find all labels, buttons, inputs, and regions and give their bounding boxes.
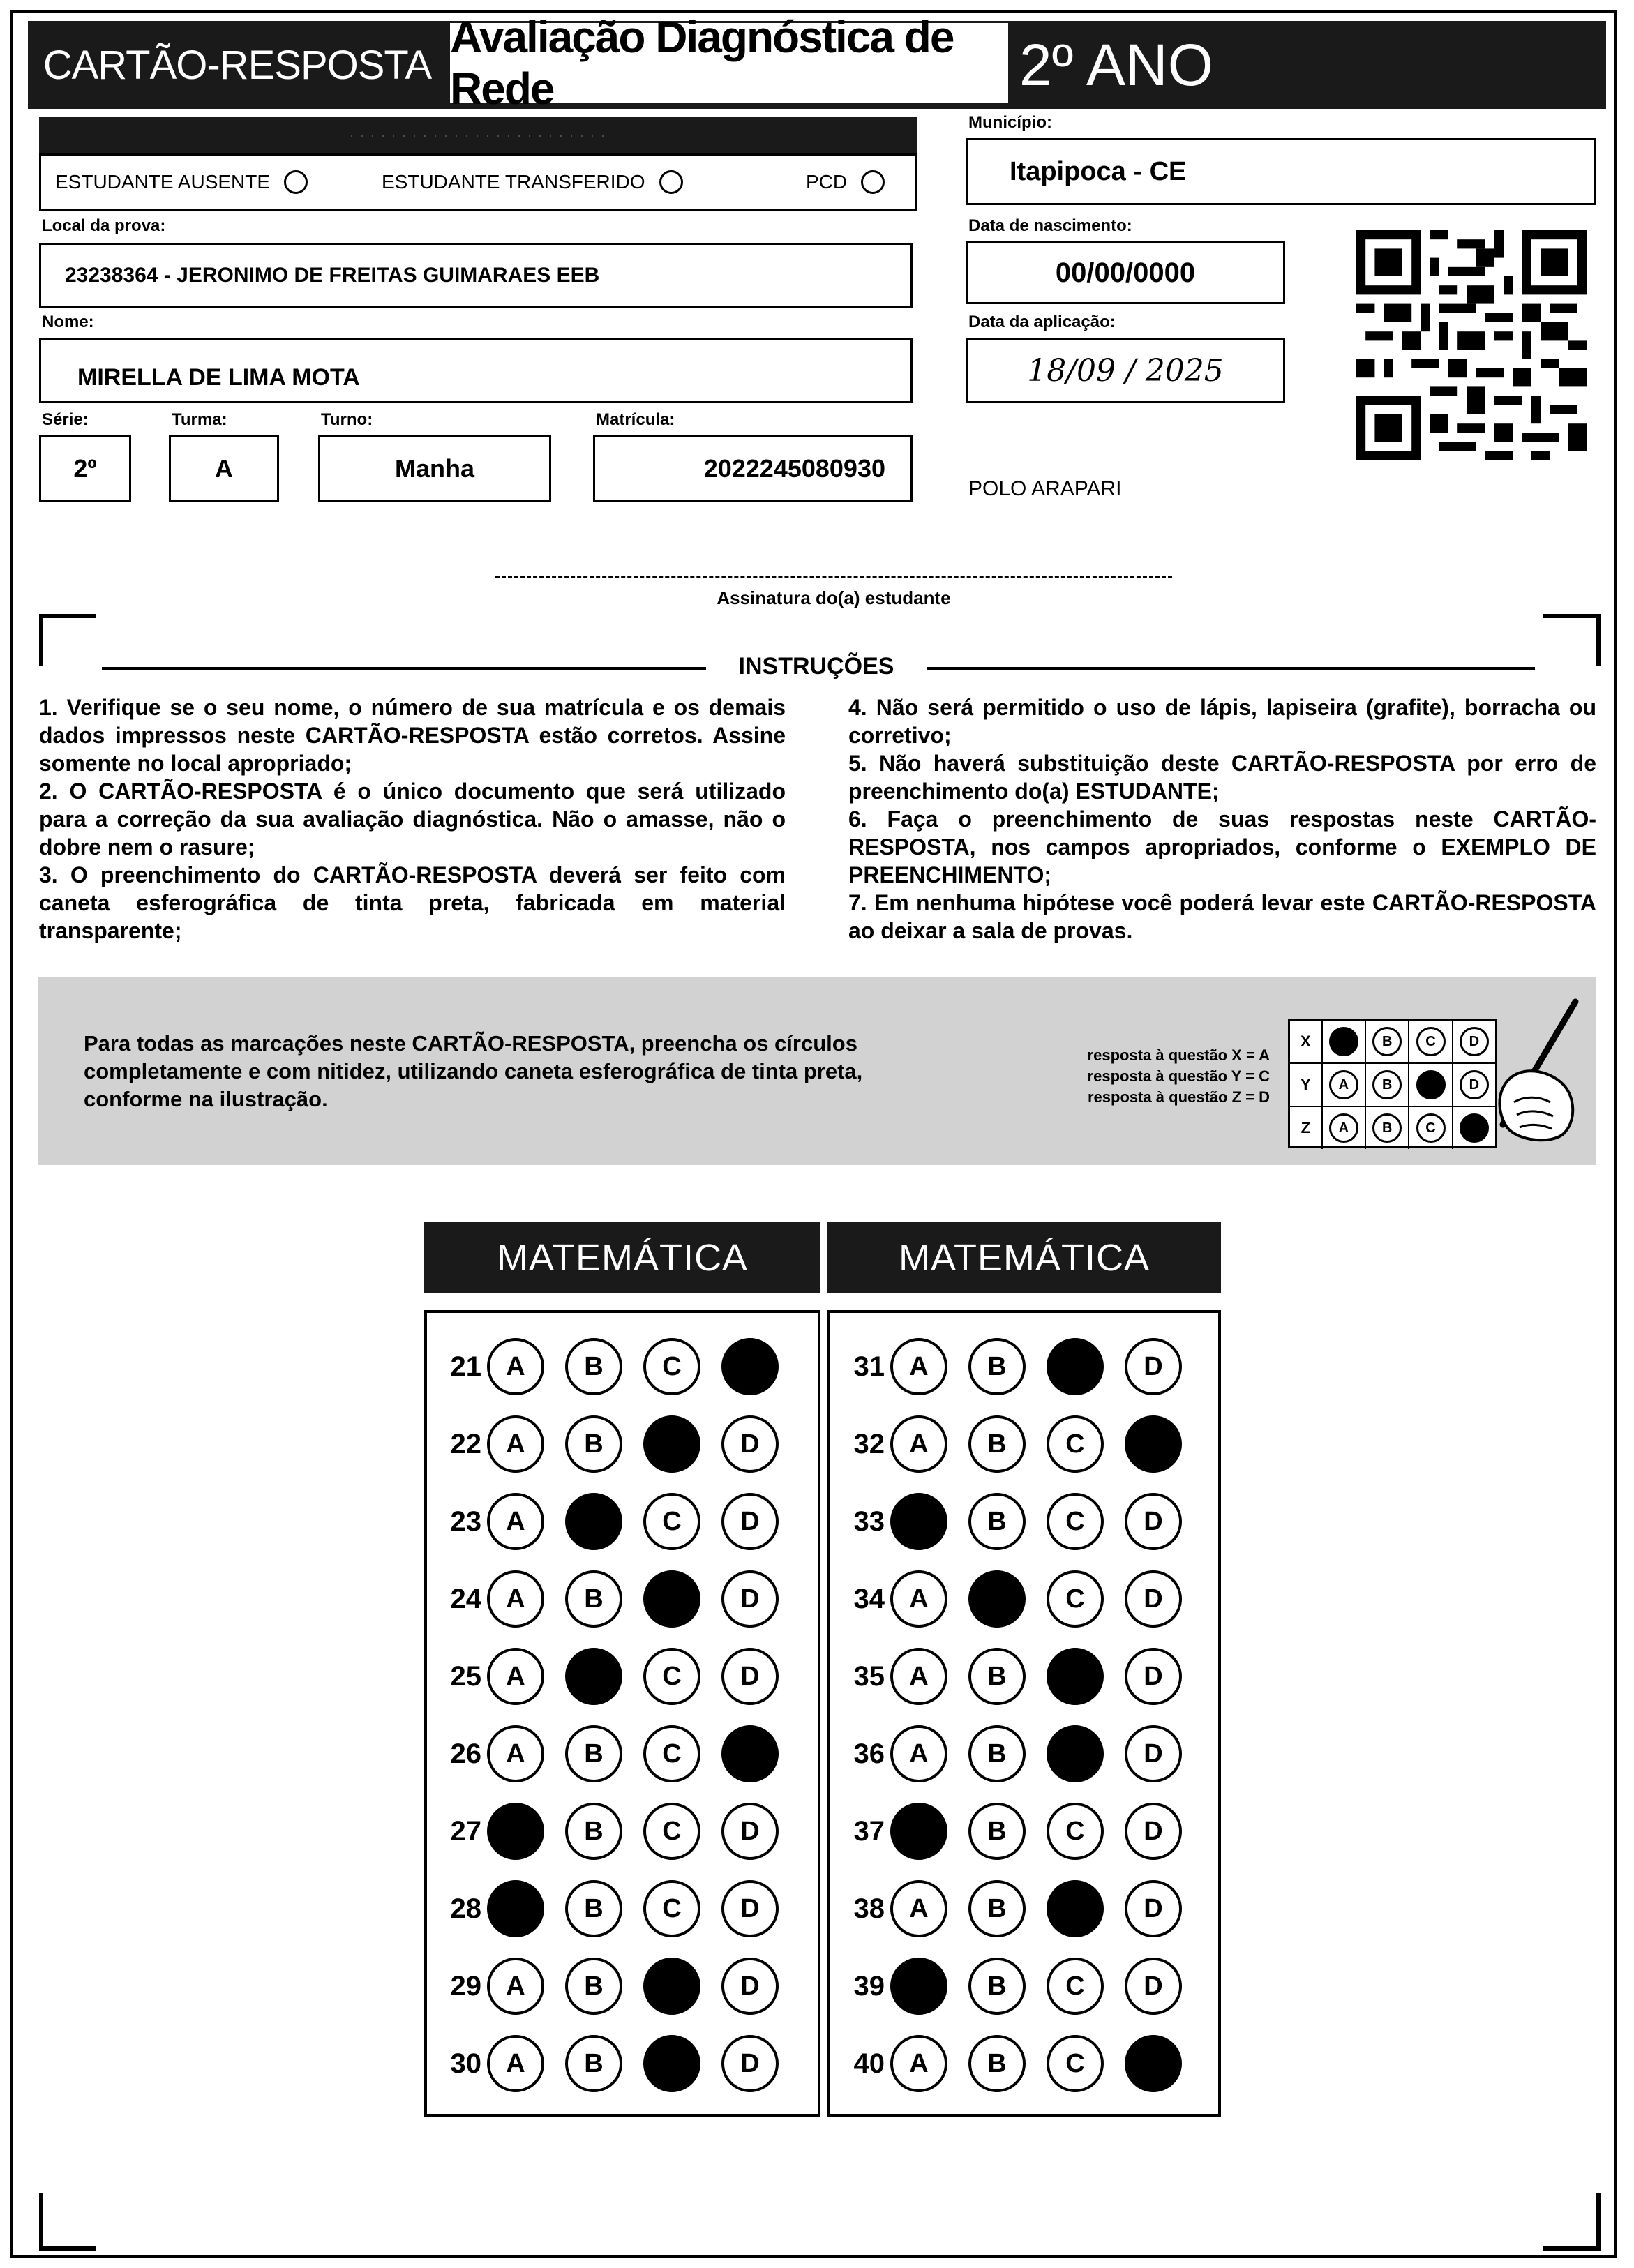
answer-bubble-d[interactable]: D bbox=[1125, 1338, 1182, 1395]
pcd-label: PCD bbox=[806, 171, 848, 193]
answer-bubble-d[interactable] bbox=[1125, 2035, 1182, 2092]
example-bubble: B bbox=[1372, 1070, 1402, 1099]
hand-with-pen-icon bbox=[1486, 998, 1584, 1144]
answer-bubble-d[interactable]: D bbox=[721, 1803, 779, 1860]
question-row bbox=[434, 2035, 800, 2092]
instructions-left-column bbox=[39, 693, 786, 945]
instruction-item: 1. Verifique se o seu nome, o número de sua matrícula e os demais dados impressos neste CARTÃO-RESPOSTA estão corretos. Assine somente no local apropriado; bbox=[39, 695, 786, 776]
answer-bubble-c[interactable]: C bbox=[1047, 1415, 1104, 1473]
question-row bbox=[434, 1648, 800, 1705]
example-cell bbox=[1409, 1021, 1453, 1062]
answer-bubble-b[interactable]: B bbox=[565, 1803, 622, 1860]
answer-bubble-c[interactable]: C bbox=[643, 1648, 700, 1705]
question-number: 32 bbox=[853, 1428, 885, 1459]
example-row bbox=[1290, 1064, 1495, 1107]
question-number: 36 bbox=[853, 1738, 885, 1769]
answer-bubble-d[interactable]: D bbox=[1125, 1803, 1182, 1860]
example-cell bbox=[1366, 1021, 1409, 1062]
serie-label: Série: bbox=[42, 410, 89, 429]
corner-mark-top-right bbox=[1543, 614, 1601, 666]
question-number: 26 bbox=[450, 1738, 481, 1769]
question-row bbox=[837, 1880, 1203, 1937]
answer-bubble-b[interactable]: B bbox=[968, 1803, 1026, 1860]
name-field bbox=[39, 338, 913, 403]
turma-field bbox=[169, 435, 279, 502]
example-row bbox=[1290, 1021, 1495, 1064]
question-number: 37 bbox=[853, 1815, 885, 1847]
answer-bubble-b[interactable]: B bbox=[968, 1415, 1026, 1473]
answer-grid-1 bbox=[424, 1310, 820, 2117]
answer-bubble-d[interactable] bbox=[721, 1338, 779, 1395]
example-row-key: Z bbox=[1290, 1107, 1323, 1149]
question-row bbox=[837, 1958, 1203, 2015]
answer-bubble-a[interactable]: A bbox=[487, 1648, 544, 1705]
instructions-right-column bbox=[848, 693, 1596, 945]
transferred-radio[interactable] bbox=[659, 170, 683, 194]
turno-label: Turno: bbox=[321, 410, 373, 429]
instruction-item: 6. Faça o preenchimento de suas respostas neste CARTÃO-RESPOSTA, nos campos apropriados, conforme o EXEMPLO DE PREENCHIMENTO; bbox=[848, 806, 1596, 887]
matricula-label: Matrícula: bbox=[596, 410, 675, 429]
serie-value: 2º bbox=[73, 454, 97, 483]
answer-bubble-a[interactable]: A bbox=[890, 1338, 947, 1395]
question-number: 30 bbox=[450, 2048, 481, 2079]
answer-bubble-b[interactable]: B bbox=[968, 2035, 1026, 2092]
question-row bbox=[837, 1725, 1203, 1782]
question-number: 40 bbox=[853, 2048, 885, 2079]
aplicacao-value: 18/09 / 2025 bbox=[1027, 352, 1224, 389]
answer-bubble-a[interactable]: A bbox=[890, 1648, 947, 1705]
question-number: 31 bbox=[853, 1351, 885, 1382]
answer-bubble-b[interactable]: B bbox=[968, 1338, 1026, 1395]
answer-bubble-a[interactable] bbox=[890, 1493, 947, 1550]
answer-bubble-b[interactable] bbox=[565, 1648, 622, 1705]
answer-bubble-c[interactable] bbox=[1047, 1338, 1104, 1395]
name-label: Nome: bbox=[42, 313, 94, 331]
aplicacao-label: Data da aplicação: bbox=[968, 313, 1116, 331]
example-cell bbox=[1409, 1064, 1453, 1106]
absent-option[interactable] bbox=[55, 170, 308, 194]
question-number: 24 bbox=[450, 1583, 481, 1614]
absent-radio[interactable] bbox=[284, 170, 308, 194]
answer-bubble-d[interactable]: D bbox=[1125, 1880, 1182, 1937]
question-number: 25 bbox=[450, 1660, 481, 1692]
question-row bbox=[837, 1570, 1203, 1628]
answer-bubble-c[interactable]: C bbox=[1047, 1958, 1104, 2015]
answer-bubble-a[interactable] bbox=[890, 1803, 947, 1860]
answer-bubble-a[interactable]: A bbox=[487, 1958, 544, 2015]
transferred-option[interactable] bbox=[382, 170, 683, 194]
example-bubble: A bbox=[1329, 1070, 1358, 1099]
instruction-item: 4. Não será permitido o uso de lápis, lapiseira (grafite), borracha ou corretivo; bbox=[848, 695, 1596, 748]
nascimento-label: Data de nascimento: bbox=[968, 216, 1132, 235]
example-bubble: D bbox=[1460, 1070, 1489, 1099]
answer-bubble-b[interactable]: B bbox=[565, 2035, 622, 2092]
answer-bubble-a[interactable]: A bbox=[890, 1570, 947, 1628]
local-label: Local da prova: bbox=[42, 216, 166, 235]
example-cell bbox=[1323, 1021, 1366, 1062]
example-bubble bbox=[1460, 1113, 1489, 1143]
local-value: 23238364 - JERONIMO DE FREITAS GUIMARAES EEB bbox=[65, 264, 600, 287]
question-row bbox=[837, 1338, 1203, 1395]
answer-bubble-a[interactable]: A bbox=[487, 1570, 544, 1628]
answer-bubble-b[interactable]: B bbox=[565, 1338, 622, 1395]
question-number: 28 bbox=[450, 1893, 481, 1924]
answer-bubble-a[interactable]: A bbox=[890, 2035, 947, 2092]
answer-bubble-d[interactable]: D bbox=[1125, 1570, 1182, 1628]
turno-value: Manha bbox=[394, 454, 474, 483]
instructions-rule-right bbox=[927, 667, 1535, 670]
answer-bubble-c[interactable]: C bbox=[643, 1725, 700, 1782]
answer-bubble-d[interactable]: D bbox=[721, 1880, 779, 1937]
polo-label: POLO ARAPARI bbox=[968, 477, 1122, 500]
answer-bubble-b[interactable]: B bbox=[968, 1493, 1026, 1550]
absent-label: ESTUDANTE AUSENTE bbox=[55, 171, 271, 193]
answer-bubble-c[interactable]: C bbox=[643, 1493, 700, 1550]
example-row bbox=[1290, 1107, 1495, 1149]
instructions-rule-left bbox=[102, 667, 706, 670]
municipio-value: Itapipoca - CE bbox=[1010, 156, 1187, 186]
answer-bubble-d[interactable]: D bbox=[1125, 1725, 1182, 1782]
status-strip-text: · · · · · · · · · · · · · · · · · · · · · · · · · bbox=[350, 128, 606, 142]
card-title: CARTÃO-RESPOSTA bbox=[43, 42, 432, 88]
answer-bubble-d[interactable]: D bbox=[721, 1570, 779, 1628]
question-row bbox=[434, 1415, 800, 1473]
answer-bubble-a[interactable]: A bbox=[487, 1338, 544, 1395]
answer-bubble-c[interactable] bbox=[643, 1958, 700, 2015]
answer-bubble-c[interactable]: C bbox=[1047, 1803, 1104, 1860]
answer-bubble-c[interactable]: C bbox=[643, 1803, 700, 1860]
turma-value: A bbox=[215, 454, 233, 483]
question-row bbox=[837, 1648, 1203, 1705]
example-instruction: Para todas as marcações neste CARTÃO-RESPOSTA, preencha os círculos completamente e com nitidez, utilizando caneta esferográfica de tinta preta, conforme na ilustração. bbox=[84, 1031, 863, 1111]
transferred-label: ESTUDANTE TRANSFERIDO bbox=[382, 171, 645, 193]
example-bubble: A bbox=[1329, 1113, 1358, 1143]
answer-bubble-b[interactable]: B bbox=[565, 1880, 622, 1937]
instruction-item: 2. O CARTÃO-RESPOSTA é o único documento que será utilizado para a correção da sua avaliação diagnóstica. Não o amasse, não o dobre nem o rasure; bbox=[39, 779, 786, 859]
answer-bubble-b[interactable]: B bbox=[565, 1725, 622, 1782]
local-field bbox=[39, 243, 913, 308]
question-row bbox=[434, 1958, 800, 2015]
question-number: 27 bbox=[450, 1815, 481, 1847]
answer-bubble-a[interactable]: A bbox=[890, 1415, 947, 1473]
answer-bubble-a[interactable] bbox=[890, 1958, 947, 2015]
signature-line[interactable] bbox=[495, 576, 1172, 578]
answer-bubble-a[interactable]: A bbox=[487, 1415, 544, 1473]
example-cell bbox=[1366, 1107, 1409, 1149]
answer-bubble-b[interactable] bbox=[565, 1493, 622, 1550]
answer-bubble-b[interactable]: B bbox=[968, 1958, 1026, 2015]
answer-bubble-a[interactable] bbox=[487, 1880, 544, 1937]
question-row bbox=[837, 1415, 1203, 1473]
corner-mark-bottom-left bbox=[39, 2193, 96, 2251]
pcd-radio[interactable] bbox=[861, 170, 885, 194]
answer-bubble-c[interactable] bbox=[643, 1415, 700, 1473]
assessment-title: Avaliação Diagnóstica de Rede bbox=[448, 21, 1010, 105]
answer-bubble-d[interactable] bbox=[1125, 1415, 1182, 1473]
example-legend bbox=[1005, 1045, 1270, 1108]
grade-label: 2º ANO bbox=[1019, 31, 1214, 98]
example-row-key: Y bbox=[1290, 1064, 1323, 1106]
question-row bbox=[434, 1725, 800, 1782]
answer-bubble-d[interactable]: D bbox=[721, 1493, 779, 1550]
example-row-key: X bbox=[1290, 1021, 1323, 1062]
question-row bbox=[434, 1880, 800, 1937]
question-row bbox=[434, 1803, 800, 1860]
answer-bubble-d[interactable]: D bbox=[1125, 1958, 1182, 2015]
matricula-value: 2022245080930 bbox=[703, 454, 885, 483]
qr-code bbox=[1351, 230, 1592, 460]
example-bubble: C bbox=[1416, 1027, 1446, 1056]
question-number: 22 bbox=[450, 1428, 481, 1459]
question-row bbox=[837, 2035, 1203, 2092]
answer-bubble-c[interactable] bbox=[1047, 1725, 1104, 1782]
pcd-option[interactable] bbox=[806, 170, 885, 194]
answer-bubble-c[interactable]: C bbox=[1047, 2035, 1104, 2092]
example-bubble: D bbox=[1460, 1027, 1489, 1056]
answer-bubble-b[interactable]: B bbox=[565, 1415, 622, 1473]
aplicacao-field[interactable] bbox=[966, 338, 1285, 403]
legend-item: resposta à questão Z = D bbox=[1087, 1088, 1270, 1106]
answer-bubble-c[interactable] bbox=[1047, 1648, 1104, 1705]
question-row bbox=[434, 1493, 800, 1550]
subject-header-2: MATEMÁTICA bbox=[827, 1222, 1221, 1293]
serie-field bbox=[39, 435, 131, 502]
answer-bubble-c[interactable] bbox=[1047, 1880, 1104, 1937]
municipio-field bbox=[966, 138, 1596, 205]
answer-bubble-a[interactable]: A bbox=[487, 2035, 544, 2092]
answer-bubble-c[interactable]: C bbox=[1047, 1493, 1104, 1550]
nascimento-field bbox=[966, 241, 1285, 304]
instructions-title: INSTRUÇÕES bbox=[738, 653, 894, 679]
legend-item: resposta à questão Y = C bbox=[1087, 1067, 1270, 1085]
turma-label: Turma: bbox=[172, 410, 227, 429]
question-row bbox=[434, 1570, 800, 1628]
subject-header-1: MATEMÁTICA bbox=[424, 1222, 820, 1293]
legend-item: resposta à questão X = A bbox=[1087, 1046, 1270, 1064]
example-grid bbox=[1288, 1019, 1497, 1148]
question-number: 21 bbox=[450, 1351, 481, 1382]
answer-grid-2 bbox=[827, 1310, 1221, 2117]
instruction-item: 3. O preenchimento do CARTÃO-RESPOSTA deverá ser feito com caneta esferográfica de tinta preta, fabricada em material transparente; bbox=[39, 862, 786, 943]
question-number: 35 bbox=[853, 1660, 885, 1692]
answer-bubble-b[interactable]: B bbox=[968, 1725, 1026, 1782]
answer-bubble-d[interactable] bbox=[721, 1725, 779, 1782]
answer-bubble-b[interactable]: B bbox=[968, 1648, 1026, 1705]
answer-bubble-b[interactable]: B bbox=[565, 1570, 622, 1628]
example-bubble: C bbox=[1416, 1113, 1446, 1143]
answer-bubble-c[interactable]: C bbox=[643, 1338, 700, 1395]
matricula-field bbox=[593, 435, 913, 502]
question-number: 23 bbox=[450, 1505, 481, 1537]
answer-bubble-d[interactable]: D bbox=[1125, 1648, 1182, 1705]
answer-bubble-b[interactable]: B bbox=[565, 1958, 622, 2015]
answer-bubble-b[interactable] bbox=[968, 1570, 1026, 1628]
answer-bubble-b[interactable]: B bbox=[968, 1880, 1026, 1937]
corner-mark-bottom-right bbox=[1543, 2193, 1601, 2251]
example-bubble bbox=[1416, 1070, 1446, 1099]
signature-label: Assinatura do(a) estudante bbox=[717, 587, 951, 608]
question-number: 39 bbox=[853, 1970, 885, 2002]
answer-bubble-d[interactable]: D bbox=[721, 1648, 779, 1705]
answer-bubble-a[interactable]: A bbox=[487, 1493, 544, 1550]
name-value: MIRELLA DE LIMA MOTA bbox=[77, 363, 360, 391]
question-row bbox=[434, 1338, 800, 1395]
example-bubble: B bbox=[1372, 1027, 1402, 1056]
question-number: 33 bbox=[853, 1505, 885, 1537]
answer-bubble-d[interactable]: D bbox=[721, 2035, 779, 2092]
question-number: 34 bbox=[853, 1583, 885, 1614]
example-cell bbox=[1409, 1107, 1453, 1149]
instruction-item: 7. Em nenhuma hipótese você poderá levar este CARTÃO-RESPOSTA ao deixar a sala de provas. bbox=[848, 890, 1596, 943]
answer-bubble-d[interactable]: D bbox=[721, 1958, 779, 2015]
answer-bubble-c[interactable]: C bbox=[643, 1880, 700, 1937]
status-box bbox=[39, 153, 917, 211]
example-cell bbox=[1323, 1064, 1366, 1106]
instruction-item: 5. Não haverá substituição deste CARTÃO-RESPOSTA por erro de preenchimento do(a) ESTUDANTE; bbox=[848, 751, 1596, 804]
nascimento-value: 00/00/0000 bbox=[1055, 257, 1196, 288]
question-row bbox=[837, 1803, 1203, 1860]
answer-bubble-a[interactable] bbox=[487, 1803, 544, 1860]
question-number: 38 bbox=[853, 1893, 885, 1924]
answer-bubble-d[interactable]: D bbox=[721, 1415, 779, 1473]
answer-bubble-c[interactable] bbox=[643, 2035, 700, 2092]
municipio-label: Município: bbox=[968, 113, 1052, 132]
corner-mark-top-left bbox=[39, 614, 96, 666]
answer-bubble-c[interactable]: C bbox=[1047, 1570, 1104, 1628]
example-bubble: B bbox=[1372, 1113, 1402, 1143]
answer-bubble-c[interactable] bbox=[643, 1570, 700, 1628]
question-number: 29 bbox=[450, 1970, 481, 2002]
answer-bubble-a[interactable]: A bbox=[487, 1725, 544, 1782]
example-cell bbox=[1323, 1107, 1366, 1149]
example-cell bbox=[1366, 1064, 1409, 1106]
turno-field bbox=[318, 435, 551, 502]
answer-bubble-a[interactable]: A bbox=[890, 1880, 947, 1937]
example-bubble bbox=[1329, 1027, 1358, 1056]
answer-bubble-d[interactable]: D bbox=[1125, 1493, 1182, 1550]
answer-bubble-a[interactable]: A bbox=[890, 1725, 947, 1782]
question-row bbox=[837, 1493, 1203, 1550]
